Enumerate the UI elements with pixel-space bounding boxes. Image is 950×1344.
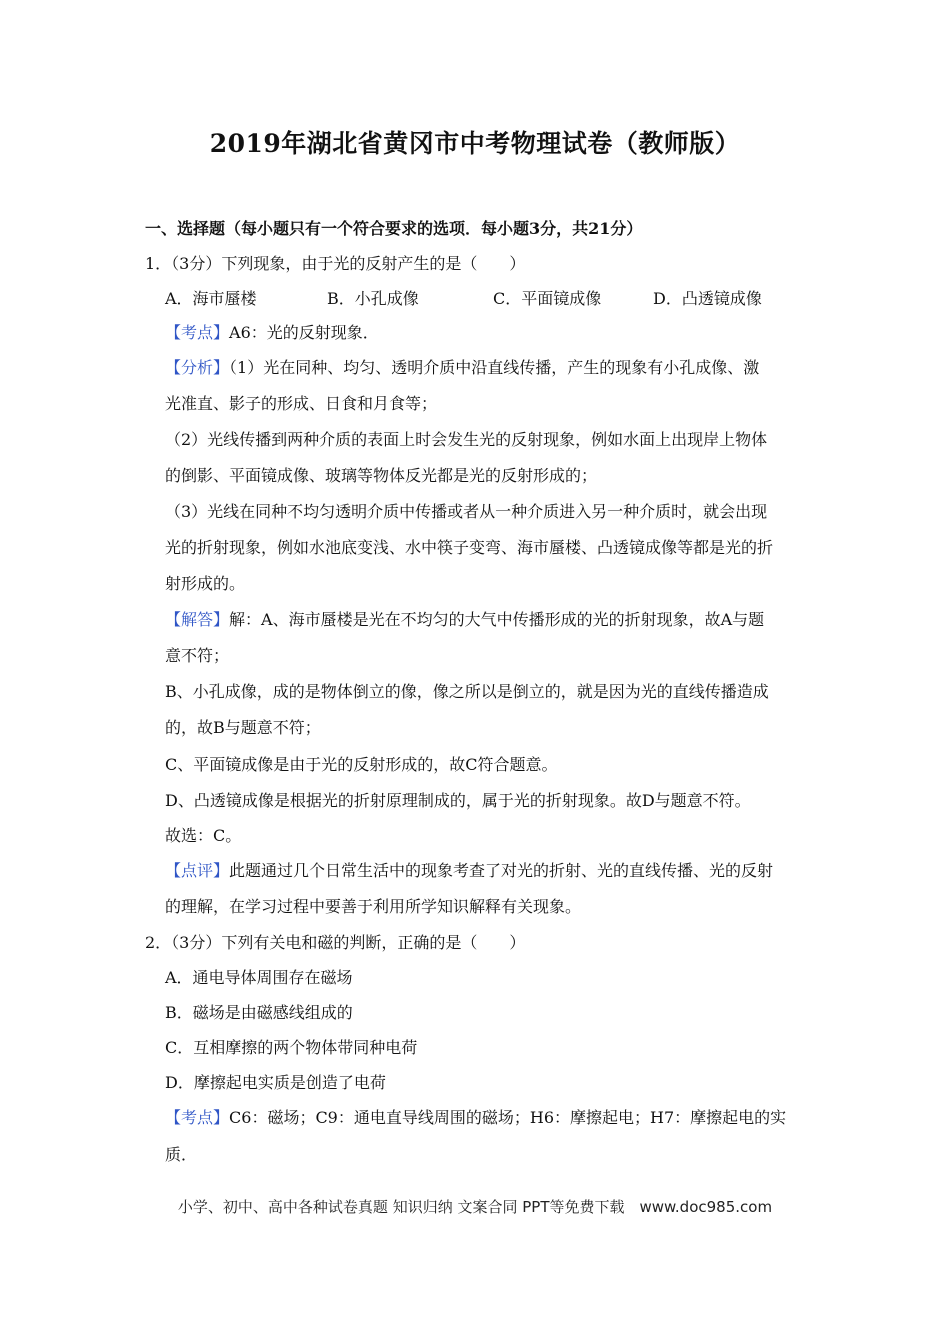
kaodian-tag: 【考点】 bbox=[165, 1108, 230, 1127]
fenxi-line: 射形成的。 bbox=[165, 574, 246, 593]
jieda-line: B、小孔成像，成的是物体倒立的像，像之所以是倒立的，就是因为光的直线传播造成 bbox=[165, 682, 769, 701]
jieda-line: C、平面镜成像是由于光的反射形成的，故C符合题意。 bbox=[165, 755, 558, 774]
q1-option-d: D．凸透镜成像 bbox=[653, 289, 762, 308]
kaodian-text: A6：光的反射现象． bbox=[229, 323, 379, 342]
kaodian-line: C6：磁场；C9：通电直导线周围的磁场；H6：摩擦起电；H7：摩擦起电的实 bbox=[229, 1108, 787, 1127]
jieda-line: D、凸透镜成像是根据光的折射原理制成的，属于光的折射现象。故D与题意不符。 bbox=[165, 791, 751, 810]
jieda-line: 的，故B与题意不符； bbox=[165, 718, 321, 737]
fenxi-line: （2）光线传播到两种介质的表面上时会发生光的反射现象，例如水面上出现岸上物体 bbox=[165, 430, 768, 449]
kaodian-tag: 【考点】 bbox=[165, 323, 230, 342]
fenxi-line: 光准直、影子的形成、日食和月食等； bbox=[165, 394, 438, 413]
fenxi-tag: 【分析】 bbox=[165, 358, 230, 377]
q1-dianping bbox=[165, 861, 773, 881]
jieda-line: 解：A、海市蜃楼是光在不均匀的大气中传播形成的光的折射现象，故A与题 bbox=[229, 610, 765, 629]
q1-options bbox=[165, 289, 805, 309]
fenxi-line: （3）光线在同种不均匀透明介质中传播或者从一种介质进入另一种介质时，就会出现 bbox=[165, 502, 768, 521]
q1-option-c: C．平面镜成像 bbox=[493, 289, 602, 308]
section-heading: 一、选择题（每小题只有一个符合要求的选项．每小题3分，共21分） bbox=[145, 219, 643, 238]
q2-option-a: A．通电导体周围存在磁场 bbox=[165, 968, 353, 987]
jieda-tag: 【解答】 bbox=[165, 610, 230, 629]
dianping-line: 此题通过几个日常生活中的现象考查了对光的折射、光的直线传播、光的反射 bbox=[229, 861, 774, 880]
fenxi-line: 光的折射现象，例如水池底变浅、水中筷子变弯、海市蜃楼、凸透镜成像等都是光的折 bbox=[165, 538, 774, 557]
q1-kaodian bbox=[165, 323, 379, 343]
q1-jieda bbox=[165, 610, 764, 630]
fenxi-line: （1）光在同种、均匀、透明介质中沿直线传播，产生的现象有小孔成像、激 bbox=[229, 358, 760, 377]
q1-option-a: A．海市蜃楼 bbox=[165, 289, 257, 308]
dianping-line: 的理解，在学习过程中要善于利用所学知识解释有关现象。 bbox=[165, 897, 582, 916]
q1-option-b: B．小孔成像 bbox=[327, 289, 419, 308]
q2-kaodian bbox=[165, 1108, 786, 1128]
q2-option-d: D．摩擦起电实质是创造了电荷 bbox=[165, 1073, 386, 1092]
kaodian-line: 质． bbox=[165, 1145, 198, 1164]
document-title: 2019年湖北省黄冈市中考物理试卷（教师版） bbox=[209, 129, 741, 158]
q1-fenxi bbox=[165, 358, 759, 378]
jieda-line: 意不符； bbox=[165, 646, 230, 665]
q1-stem: 1．（3分）下列现象，由于光的反射产生的是（ ） bbox=[145, 254, 526, 273]
page-footer: 小学、初中、高中各种试卷真题 知识归纳 文案合同 PPT等免费下载 www.doc985.com bbox=[177, 1198, 773, 1216]
q2-stem: 2．（3分）下列有关电和磁的判断，正确的是（ ） bbox=[145, 933, 526, 952]
q2-option-c: C．互相摩擦的两个物体带同种电荷 bbox=[165, 1038, 418, 1057]
fenxi-line: 的倒影、平面镜成像、玻璃等物体反光都是光的反射形成的； bbox=[165, 466, 598, 485]
q2-option-b: B．磁场是由磁感线组成的 bbox=[165, 1003, 353, 1022]
jieda-line: 故选：C。 bbox=[165, 826, 242, 845]
dianping-tag: 【点评】 bbox=[165, 861, 230, 880]
